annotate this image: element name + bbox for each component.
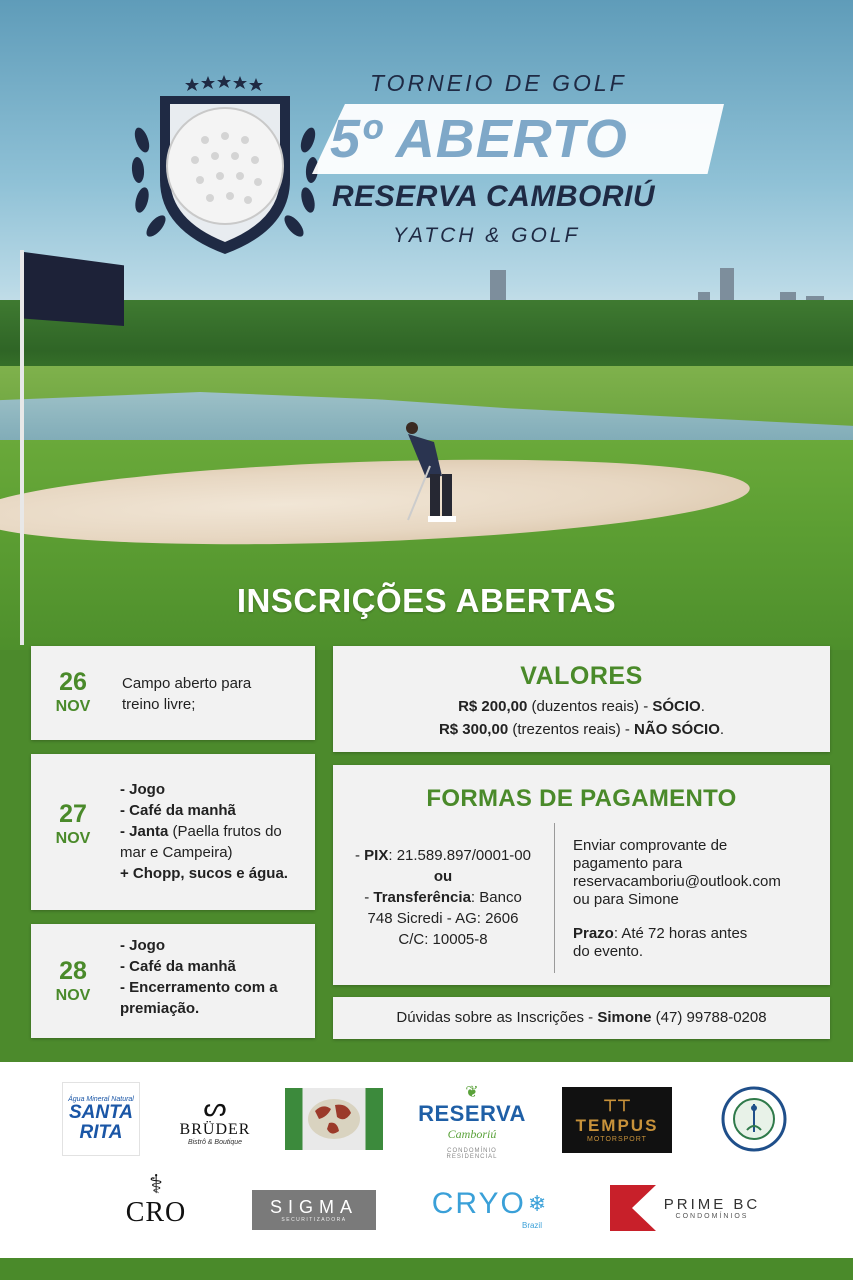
sponsor-santa-rita-tagline: Água Mineral Natural xyxy=(68,1095,134,1103)
questions-phone: (47) 99788-0208 xyxy=(651,1009,767,1026)
sponsors-strip xyxy=(0,1062,853,1258)
transfer-value: : Banco xyxy=(470,889,522,906)
sponsor-prime-name: PRIME BC xyxy=(663,1196,761,1213)
schedule-items xyxy=(122,673,251,715)
prices-panel xyxy=(333,646,830,752)
date-month: NOV xyxy=(55,830,91,847)
send-proof-line: ou para Simone xyxy=(573,891,679,908)
payment-methods xyxy=(343,845,543,950)
payment-instructions xyxy=(573,837,823,961)
send-proof-line: Enviar comprovante de xyxy=(573,837,728,854)
sponsor-reserva-sub1: CONDOMÍNIO xyxy=(447,1147,497,1154)
tournament-label: TORNEIO DE GOLF xyxy=(370,70,627,96)
pix-value: : 21.589.897/0001-00 xyxy=(388,847,531,864)
transfer-bank: 748 Sicredi - AG: 2606 xyxy=(367,910,519,927)
schedule-line-detail: (Paella frutos do xyxy=(168,823,282,840)
date-month: NOV xyxy=(55,698,91,715)
sponsor-sigma-name: SIGMA xyxy=(269,1197,358,1217)
prime-k-icon xyxy=(610,1185,656,1231)
questions-contact-name: Simone xyxy=(597,1009,652,1026)
schedule-day-26 xyxy=(31,646,315,740)
leaf-icon: ❦ xyxy=(465,1083,479,1101)
sponsor-bruder xyxy=(180,1076,250,1162)
sponsor-santa-rita-name1: SANTA xyxy=(68,1101,134,1123)
schedule-line: - Encerramento com a xyxy=(120,979,278,996)
snowflake-icon: ❄ xyxy=(527,1190,547,1216)
schedule-line: - Café da manhã xyxy=(120,958,236,975)
schedule-items xyxy=(120,779,288,884)
date-month: NOV xyxy=(55,987,91,1004)
sponsor-bruder-name: BRÜDER xyxy=(179,1120,251,1138)
sponsor-cro-name: CRO xyxy=(125,1197,187,1228)
transfer-label: Transferência xyxy=(373,889,471,906)
schedule-line: treino livre; xyxy=(122,696,196,713)
sponsor-prime-text xyxy=(664,1196,761,1220)
golf-ball-emblem xyxy=(130,70,320,260)
or-line xyxy=(343,866,543,887)
sponsor-reserva-sub2: RESIDENCIAL xyxy=(446,1153,498,1160)
schedule-line: - Café da manhã xyxy=(120,802,236,819)
golfer-figure xyxy=(400,420,460,525)
questions-panel xyxy=(333,997,830,1039)
sponsor-cryo-row xyxy=(432,1187,547,1221)
schedule-line xyxy=(120,821,288,842)
deadline-line xyxy=(573,925,823,943)
transfer-line: - Transferência: Banco xyxy=(364,889,522,906)
date-day: 27 xyxy=(59,800,87,828)
date-badge xyxy=(35,800,111,850)
sponsor-cryo-sub: Brazil xyxy=(521,1220,542,1230)
event-title: 5º ABERTO xyxy=(330,109,628,169)
or-label: ou xyxy=(433,868,453,885)
schedule-line: - Jogo xyxy=(120,781,165,798)
sponsor-reserva-name: RESERVA xyxy=(418,1100,526,1126)
price-nonmember-label: NÃO SÓCIO xyxy=(634,721,720,738)
sponsor-prime-sub: CONDOMÍNIOS xyxy=(675,1213,749,1220)
sponsor-tempus xyxy=(562,1087,672,1153)
prices-title: VALORES xyxy=(520,662,643,690)
deadline-label: Prazo xyxy=(573,925,614,942)
payment-title: FORMAS DE PAGAMENTO xyxy=(426,785,737,812)
caduceus-icon: ⚕ xyxy=(148,1169,164,1199)
schedule-day-27 xyxy=(31,754,315,910)
schedule-line: mar e Campeira) xyxy=(120,844,233,861)
pix-line: - PIX: 21.589.897/0001-00 xyxy=(355,847,531,864)
price-nonmember-desc: (trezentos reais) - xyxy=(508,721,635,738)
date-badge xyxy=(35,668,111,718)
sponsor-tempus-sub: MOTORSPORT xyxy=(587,1135,647,1143)
price-member xyxy=(333,698,830,715)
deadline-value: : Até 72 horas antes xyxy=(613,925,748,942)
registrations-open-heading: INSCRIÇÕES ABERTAS xyxy=(236,582,617,619)
price-member-amount: R$ 200,00 xyxy=(458,698,528,715)
price-member-desc: (duzentos reais) - xyxy=(527,698,653,715)
sponsor-cryo-name: CRYO xyxy=(431,1186,526,1220)
sponsor-cro xyxy=(113,1162,199,1236)
sponsor-prime-bc xyxy=(600,1184,770,1232)
questions-line xyxy=(333,1009,830,1026)
sponsor-cryo xyxy=(430,1182,548,1234)
sponsor-reserva xyxy=(418,1076,526,1168)
schedule-line-bold: - Janta xyxy=(120,823,169,840)
sponsor-bruder-sub: Bistrô & Boutique xyxy=(187,1138,243,1146)
schedule-items xyxy=(120,935,278,1019)
price-nonmember-period: . xyxy=(719,721,725,738)
contact-email: reservacamboriu@outlook.com xyxy=(573,873,781,890)
schedule-line: - Jogo xyxy=(120,937,165,954)
date-badge xyxy=(35,957,111,1007)
globe-icon xyxy=(307,1097,361,1141)
federation-seal-icon xyxy=(721,1086,787,1152)
price-member-label: SÓCIO xyxy=(652,698,701,715)
schedule-day-28 xyxy=(31,924,315,1038)
spacer xyxy=(573,909,823,925)
payment-divider xyxy=(554,823,555,973)
price-nonmember xyxy=(333,721,830,738)
sponsor-santa-rita xyxy=(62,1082,140,1156)
sponsor-globe-logo xyxy=(285,1088,383,1150)
date-day: 26 xyxy=(59,668,87,696)
schedule-line: Campo aberto para xyxy=(122,675,252,692)
sponsor-sigma-sub: SECURITIZADORA xyxy=(281,1217,347,1223)
tempus-mark-icon: ⊤⊤ xyxy=(603,1097,631,1115)
pix-label: PIX xyxy=(364,847,389,864)
send-proof-line: pagamento para xyxy=(573,855,683,872)
schedule-line: + Chopp, sucos e água. xyxy=(120,865,288,882)
schedule-line: premiação. xyxy=(120,1000,200,1017)
venue-subtitle: YATCH & GOLF xyxy=(393,224,581,247)
price-member-period: . xyxy=(700,698,705,715)
payment-panel xyxy=(333,765,830,985)
questions-text: Dúvidas sobre as Inscrições - xyxy=(396,1009,598,1026)
flame-icon: ᔕ xyxy=(203,1091,227,1122)
sponsor-sigma xyxy=(252,1190,376,1230)
sponsor-tempus-name: TEMPUS xyxy=(575,1115,659,1135)
venue-name: RESERVA CAMBORIÚ xyxy=(332,180,656,213)
bottom-bar xyxy=(0,1258,853,1280)
price-nonmember-amount: R$ 300,00 xyxy=(438,721,509,738)
deadline-line: do evento. xyxy=(573,943,644,960)
date-day: 28 xyxy=(59,957,87,985)
sponsor-reserva-script: Camboriú xyxy=(447,1126,497,1141)
transfer-account: C/C: 10005-8 xyxy=(398,931,488,948)
sponsor-federation-seal xyxy=(718,1082,790,1156)
sponsor-santa-rita-name2: RITA xyxy=(79,1121,123,1143)
